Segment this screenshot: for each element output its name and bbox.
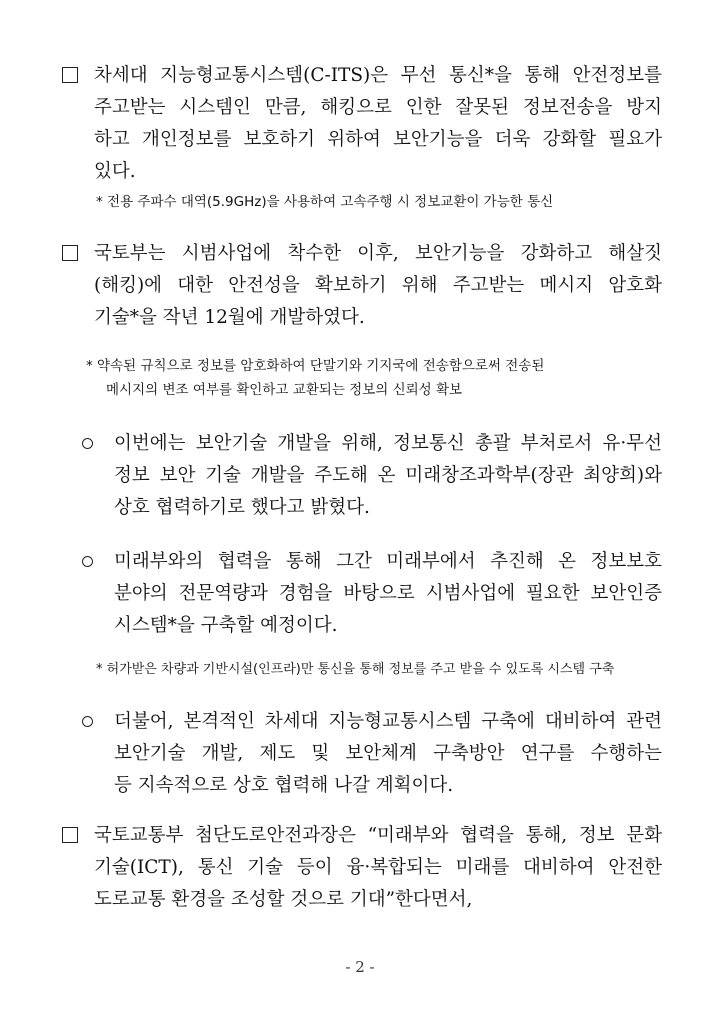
- text-line: 등 지속적으로 상호 협력해 나갈 계획이다.: [114, 775, 454, 796]
- footnote-certification: * 허가받은 차량과 기반시설(인프라)만 통신을 통해 정보를 주고 받을 수 있도록 시스템 구축: [96, 662, 615, 677]
- text-line: 정보 보안 기술 개발을 주도해 온 미래창조과학부(장관 최양희)와: [114, 465, 662, 486]
- paragraph-research: [86, 706, 662, 802]
- text-line: 국토부는 시범사업에 착수한 이후, 보안기능을 강화하고 해살짓: [94, 243, 662, 264]
- square-bullet-icon: [62, 67, 78, 83]
- text-line: 보안기술 개발, 제도 및 보안체계 구축방안 연구를 수행하는: [114, 743, 662, 764]
- paragraph-certification: [86, 546, 662, 642]
- text-line: 있다.: [94, 161, 136, 182]
- square-bullet-icon: [62, 827, 78, 843]
- paragraph-molit-encryption: [66, 238, 662, 334]
- text-line: 도로교통 환경을 조성할 것으로 기대”한다면서,: [94, 889, 473, 910]
- circle-bullet-icon: [82, 556, 93, 567]
- circle-bullet-icon: [82, 438, 93, 449]
- text-line: 미래부와의 협력을 통해 그간 미래부에서 추진해 온 정보보호: [114, 551, 662, 572]
- text-line: 이번에는 보안기술 개발을 위해, 정보통신 총괄 부처로서 유·무선: [114, 433, 662, 454]
- text-line: (해킹)에 대한 안전성을 확보하기 위해 주고받는 메시지 암호화: [94, 275, 662, 296]
- text-line: 국토교통부 첨단도로안전과장은 “미래부와 협력을 통해, 정보 문화: [94, 825, 662, 846]
- text-line: 주고받는 시스템인 만큼, 해킹으로 인한 잘못된 정보전송을 방지: [94, 97, 662, 118]
- footnote-encryption-line-1: * 약속된 규칙으로 정보를 암호화하여 단말기와 기지국에 전송함으로써 전송된: [86, 358, 545, 374]
- page-number: - 2 -: [345, 958, 375, 976]
- paragraph-cooperation: [86, 428, 662, 524]
- text-line: 기술*을 작년 12월에 개발하였다.: [94, 307, 365, 328]
- footnote-wireless: * 전용 주파수 대역(5.9GHz)을 사용하여 고속주행 시 정보교환이 가능한 통신: [96, 194, 554, 210]
- paragraph-director-quote: [66, 820, 662, 916]
- text-line: 차세대 지능형교통시스템(C-ITS)은 무선 통신*을 통해 안전정보를: [94, 65, 662, 86]
- text-line: 시스템*을 구축할 예정이다.: [114, 615, 338, 636]
- paragraph-cits: [66, 60, 662, 188]
- square-bullet-icon: [62, 245, 78, 261]
- text-line: 분야의 전문역량과 경험을 바탕으로 시범사업에 필요한 보안인증: [114, 583, 662, 604]
- text-line: 더불어, 본격적인 차세대 지능형교통시스템 구축에 대비하여 관련: [114, 711, 662, 732]
- circle-bullet-icon: [82, 716, 93, 727]
- text-line: 상호 협력하기로 했다고 밝혔다.: [114, 497, 370, 518]
- text-line: 하고 개인정보를 보호하기 위하여 보안기능을 더욱 강화할 필요가: [94, 129, 662, 150]
- footnote-encryption-line-2: 메시지의 변조 여부를 확인하고 교환되는 정보의 신뢰성 확보: [106, 382, 463, 398]
- text-line: 기술(ICT), 통신 기술 등이 융·복합되는 미래를 대비하여 안전한: [94, 857, 662, 878]
